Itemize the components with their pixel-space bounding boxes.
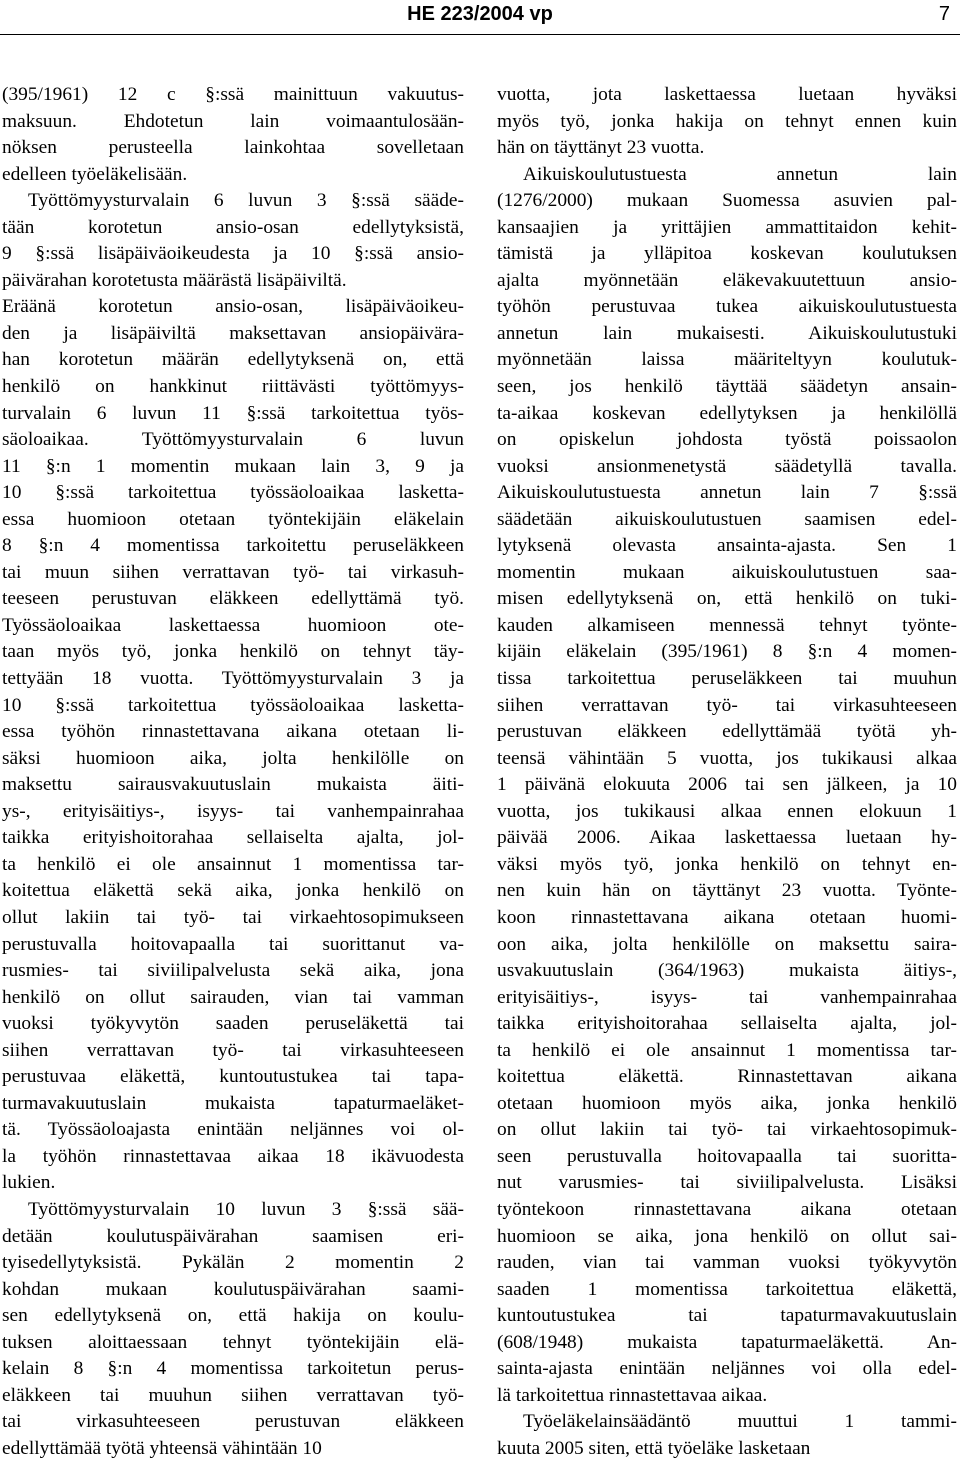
text-line: lukien. (2, 1172, 56, 1194)
text-line: kauden alkamiseen mennessä tehnyt työnte- (497, 614, 957, 636)
text-line: tuksen aloittaessaan tehnyt työntekijäin elä- (2, 1331, 464, 1353)
text-line: Aikuiskoulutustuesta annetun lain (523, 163, 957, 185)
text-line: (608/1948) mukaista tapaturmaeläkettä. An- (497, 1331, 957, 1353)
text-line: koon rinnastettavana aikana otetaan huomi- (497, 906, 957, 928)
text-line: turmavakuutuslain mukaista tapaturmaeläket- (2, 1092, 464, 1114)
text-line: kuntoutustukea tai tapaturmavakuutuslain (497, 1305, 957, 1327)
text-line: hän on täyttänyt 23 vuotta. (497, 137, 705, 159)
text-line: la työhön rinnastettavaa aikaa 18 ikävuodesta (2, 1145, 464, 1167)
text-line: erityisäitiys-, isyys- tai vanhempainrahaa (497, 986, 957, 1008)
text-line: ta henkilö ei ole ansainnut 1 momentissa tar- (497, 1039, 957, 1061)
text-line: tä. Työssäoloajasta enintään neljännes voi ol- (2, 1119, 464, 1141)
text-line: misen edellytyksenä on, että henkilö on tuki- (497, 588, 957, 610)
text-line: sen edellytyksenä on, että hakija on koulu- (2, 1305, 464, 1327)
text-line: nut varusmies- tai siviilipalvelusta. Lisäksi (497, 1172, 957, 1194)
text-line: usvakuutuslain (364/1963) mukaista äitiys-, (497, 960, 957, 982)
text-line: päivää 2006. Aikaa laskettaessa luetaan hy- (497, 827, 957, 849)
right-column (497, 82, 957, 1462)
text-line: henkilö on hankkinut riittävästi työttömyys- (2, 376, 464, 398)
text-line: edellyttämää työtä yhteensä vähintään 10 (2, 1437, 322, 1459)
text-line: den ja lisäpäiviltä maksettavan ansiopäivära- (2, 322, 464, 344)
text-line: perustuvan eläkkeen edellyttämää työtä yh- (497, 721, 957, 743)
document-id: HE 223/2004 vp (407, 3, 553, 25)
text-line: ys-, erityisäitiys-, isyys- tai vanhempainrahaa (2, 800, 464, 822)
text-line: tään korotetun ansio-osan edellytyksistä, (2, 216, 464, 238)
text-line: Eräänä korotetun ansio-osan, lisäpäiväoikeu- (2, 296, 464, 318)
text-line: koitettua eläkettä sekä aika, jonka henkilö on (2, 880, 464, 902)
text-line: tai muun siihen verrattavan työ- tai virkasuh- (2, 561, 464, 583)
text-line: vuotta, jos tukikausi alkaa ennen elokuun 1 (497, 800, 957, 822)
text-line: siihen verrattavan työ- tai virkasuhteeseen (497, 694, 957, 716)
text-line: turvalain 6 luvun 11 §:ssä tarkoitettua työs- (2, 402, 464, 424)
text-line: perustuvalla hoitovapaalla tai suorittanut va- (2, 933, 464, 955)
text-line: kuuta 2005 siten, että työeläke lasketaan (497, 1437, 811, 1459)
text-line: on ollut lakiin tai työ- tai virkaehtosopimuk- (497, 1119, 957, 1141)
text-line: vuotta, jota laskettaessa luetaan hyväksi (497, 84, 957, 105)
text-line: seen, jos henkilö täyttää säädetyn ansain- (497, 376, 957, 398)
text-line: huomioon se aika, jona henkilö on ollut sai- (497, 1225, 957, 1247)
text-line: perustuvaa eläkettä, kuntoutustukea tai tapa- (2, 1066, 464, 1088)
text-line: teensä vähintään 5 vuotta, jos tukikausi alkaa (497, 747, 957, 769)
text-line: Työttömyysturvalain 6 luvun 3 §:ssä sääde- (28, 190, 464, 212)
text-line: kansaajien ja yrittäjien ammattitaidon kehit- (497, 216, 957, 238)
text-line: vuoksi työkyvytön saaden peruseläkettä tai (2, 1013, 464, 1035)
text-line: 10 §:ssä tarkoitettua työssäoloaikaa lasketta- (2, 694, 464, 716)
text-line: Työeläkelainsäädäntö muuttui 1 tammi- (523, 1411, 957, 1433)
text-line: myös työ, jonka hakija on tehnyt ennen kuin (497, 110, 957, 132)
text-line: rauden, vian tai vamman vuoksi työkyvytön (497, 1252, 957, 1274)
text-line: (1276/2000) mukaan Suomessa asuvien pal- (497, 190, 957, 212)
text-line: taan myös työ, jonka henkilö on tehnyt täy- (2, 641, 464, 663)
text-line: ollut lakiin tai työ- tai virkaehtosopimukseen (2, 906, 464, 928)
text-line: tettyään 18 vuotta. Työttömyysturvalain 3 ja (2, 668, 464, 690)
text-line: tyisedellytyksistä. Pykälän 2 momentin 2 (2, 1252, 464, 1274)
text-line: han korotetun määrän edellytyksenä on, että (2, 349, 464, 371)
text-line: työhön perustuvaa tukea aikuiskoulutustuesta (497, 296, 957, 318)
text-line: vuoksi ansionmenetystä säädetyllä tavalla. (497, 455, 957, 477)
text-line: maksuun. Ehdotetun lain voimaantulosään- (2, 110, 464, 132)
text-line: 1 päivänä elokuuta 2006 tai sen jälkeen, ja 10 (497, 774, 957, 796)
text-line: teeseen perustuvan eläkkeen edellyttämä työ. (2, 588, 464, 610)
text-line: 9 §:ssä lisäpäiväoikeudesta ja 10 §:ssä ansio- (2, 243, 464, 265)
left-column (2, 82, 464, 1462)
text-line: taikka erityishoitorahaa sellaiselta ajalta, jol- (497, 1013, 957, 1035)
text-line: oon aika, jolta henkilölle on maksettu saira- (497, 933, 957, 955)
text-line: väksi myös työ, jonka henkilö on tehnyt en- (497, 853, 957, 875)
text-line: henkilö on ollut sairauden, vian tai vamman (2, 986, 464, 1008)
text-line: Aikuiskoulutustuesta annetun lain 7 §:ssä (497, 482, 957, 504)
text-line: 8 §:n 4 momentissa tarkoitettu peruseläkkeen (2, 535, 464, 557)
text-line: säädetään aikuiskoulutustuen saamisen edel- (497, 508, 957, 530)
text-line: säoloaikaa. Työttömyysturvalain 6 luvun (2, 429, 464, 451)
text-line: koitettua eläkettä. Rinnastettavan aikana (497, 1066, 957, 1088)
text-line: työntekoon rinnastettavana aikana otetaan (497, 1198, 957, 1220)
text-line: rusmies- tai siviilipalvelusta sekä aika, jona (2, 960, 464, 982)
text-line: ta henkilö ei ole ansainnut 1 momentissa tar- (2, 853, 464, 875)
text-line: ajalta myönnetään eläkevakuutettuun ansio- (497, 269, 957, 291)
text-line: essa huomioon otetaan työntekijäin eläkelain (2, 508, 464, 530)
text-line: momentin mukaan aikuiskoulutustuen saa- (497, 561, 957, 583)
text-line: eläkkeen tai muuhun siihen verrattavan työ- (2, 1384, 464, 1406)
text-line: lä tarkoitettua rinnastettavaa aikaa. (497, 1384, 768, 1406)
text-line: (395/1961) 12 c §:ssä mainittuun vakuutus- (2, 84, 464, 105)
text-line: nen kuin hän on täyttänyt 23 vuotta. Työnte- (497, 880, 957, 902)
text-line: 10 §:ssä tarkoitettua työssäoloaikaa lasketta- (2, 482, 464, 504)
text-line: taikka erityishoitorahaa sellaiselta ajalta, jol- (2, 827, 464, 849)
text-line: annetun lain mukaisesti. Aikuiskoulutustuki (497, 322, 957, 344)
text-line: essa työhön rinnastettavana aikana otetaan li- (2, 721, 464, 743)
text-line: tissa tarkoitettua peruseläkkeen tai muuhun (497, 668, 957, 690)
text-line: seen perustuvalla hoitovapaalla tai suoritta- (497, 1145, 957, 1167)
text-line: Työssäoloaikaa laskettaessa huomioon ote- (2, 614, 464, 636)
text-line: siihen verrattavan työ- tai virkasuhteeseen (2, 1039, 464, 1061)
text-line: saaden 1 momentissa tarkoitettua eläkettä, (497, 1278, 957, 1300)
text-line: maksettu sairausvakuutuslain mukaista äiti- (2, 774, 464, 796)
text-line: säksi huomioon aika, jolta henkilölle on (2, 747, 464, 769)
text-line: ta-aikaa koskevan edellytyksen ja henkilöllä (497, 402, 957, 424)
text-line: 11 §:n 1 momentin mukaan lain 3, 9 ja (2, 455, 464, 477)
text-line: lytyksenä olevasta ansainta-ajasta. Sen 1 (497, 535, 957, 557)
text-line: sainta-ajasta enintään neljännes voi olla edel- (497, 1358, 957, 1380)
text-line: tai virkasuhteeseen perustuvan eläkkeen (2, 1411, 464, 1433)
text-line: päivärahan korotetusta määrästä lisäpäiviltä. (2, 269, 347, 291)
text-line: kijäin eläkelain (395/1961) 8 §:n 4 momen- (497, 641, 957, 663)
text-line: Työttömyysturvalain 10 luvun 3 §:ssä sää- (28, 1198, 464, 1220)
text-line: nöksen perusteella lainkohtaa sovelletaan (2, 137, 464, 159)
text-line: on opiskelun johdosta työstä poissaolon (497, 429, 957, 451)
text-line: edelleen työeläkelisään. (2, 163, 188, 185)
page-header (0, 0, 960, 34)
page-number: 7 (938, 3, 950, 25)
text-line: kohdan mukaan koulutuspäivärahan saami- (2, 1278, 464, 1300)
text-line: kelain 8 §:n 4 momentissa tarkoitetun perus- (2, 1358, 464, 1380)
text-line: tämistä ja ylläpitoa koskevan koulutuksen (497, 243, 957, 265)
text-line: myönnetään laissa määriteltyyn koulutuk- (497, 349, 957, 371)
text-line: detään koulutuspäivärahan saamisen eri- (2, 1225, 464, 1247)
text-line: otetaan huomioon myös aika, jonka henkilö (497, 1092, 957, 1114)
header-rule (0, 34, 960, 35)
